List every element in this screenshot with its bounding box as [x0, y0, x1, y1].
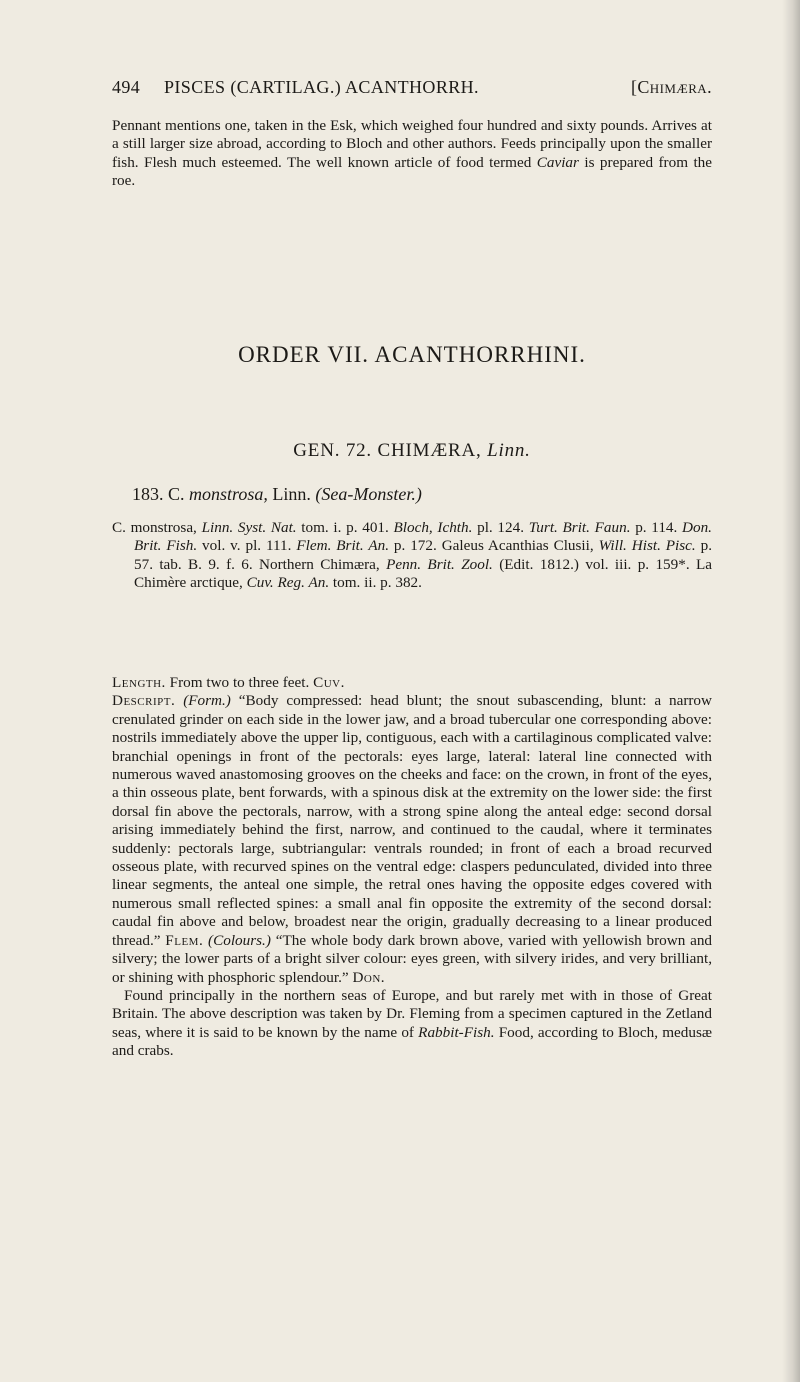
running-header: [112, 77, 712, 98]
species-number: 183.: [132, 484, 164, 504]
section-label: [Chimæra.: [631, 77, 712, 97]
species-description: [112, 674, 712, 1061]
species-heading: 183. C. monstrosa, Linn. (Sea-Monster.): [132, 484, 422, 504]
page-edge-shadow: [782, 0, 800, 1382]
order-heading: ORDER VII. ACANTHORRHINI.: [238, 342, 586, 367]
species-name: monstrosa,: [189, 484, 268, 504]
intro-paragraph: Pennant mentions one, taken in the Esk, which weighed four hundred and sixty pounds. Arrives at a still larger size abroad, according to Bloch and other authors. Feeds principally upon the smaller fish. Flesh much esteemed. The well known article of food termed Caviar is prepared from the roe.: [112, 117, 713, 190]
description-paragraph: Descript. (Form.) “Body compressed: head blunt; the snout subascending, blunt: a narrow crenulated grinder on each side in the lower jaw, and a broad tubercular one corresponding above: nostrils immediately above the upper lip, contiguous, each with a cartilaginous complicated valve: branchial openings in front of the pectorals: eyes large, lateral: lateral line connected with numerous waved anastomosing grooves on the cheeks and face: on the crown, in front of the eyes, a thin osseous plate, bent forwards, with a spinous disk at the extremity on the lower side: the first dorsal fin above the pectorals, narrow, with a strong spine along the anteal edge: second dorsal arising immediately behind the first, narrow, and continued to the caudal, where it terminates suddenly: pectorals large, subtriangular: ventrals rounded; in front of each a broad recurved osseous plate, with recurved spines on the ventral edge: claspers pedunculated, divided into three linear segments, the anteal one simple, the retral ones having the opposite edges covered with numerous small reflected spines: a small anal fin opposite the extremity of the second dorsal: caudal fin above and below, broadest near the origin, gradually decreasing to a linear produced thread.” Flem. (Colours.) “The whole body dark brown above, varied with yellowish brown and silvery; the lower parts of a bright silver colour: eyes green, with silvery irides, and very brilliant, or shining with phosphoric splendour.” Don.: [112, 692, 713, 986]
common-name: (Sea-Monster.): [315, 484, 422, 504]
closing-paragraph: Found principally in the northern seas of Europe, and but rarely met with in those of Great Britain. The above description was taken by Dr. Fleming from a specimen captured in the Zetland seas, where it is said to be known by the name of Rabbit-Fish. Food, according to Bloch, medusæ and crabs.: [112, 986, 712, 1060]
page-number: 494: [112, 77, 141, 97]
synonymy-block: C. monstrosa, Linn. Syst. Nat. tom. i. p. 401. Bloch, Ichth. pl. 124. Turt. Brit. Faun. p. 114. Don. Brit. Fish. vol. v. pl. 111. Flem. Brit. An. p. 172. Galeus Acanthias Clusii, Will. Hist. Pisc. p. 57. tab. B. 9. f. 6. Northern Chimæra, Penn. Brit. Zool. (Edit. 1812.) vol. iii. p. 159*. La Chimère arctique, Cuv. Reg. An. tom. ii. p. 382.: [112, 519, 713, 592]
running-title: PISCES (CARTILAG.) ACANTHORRH.: [164, 77, 479, 97]
length-paragraph: Length. From two to three feet. Cuv.: [112, 674, 345, 691]
genus-heading: GEN. 72. CHIMÆRA, Linn.: [293, 440, 531, 461]
